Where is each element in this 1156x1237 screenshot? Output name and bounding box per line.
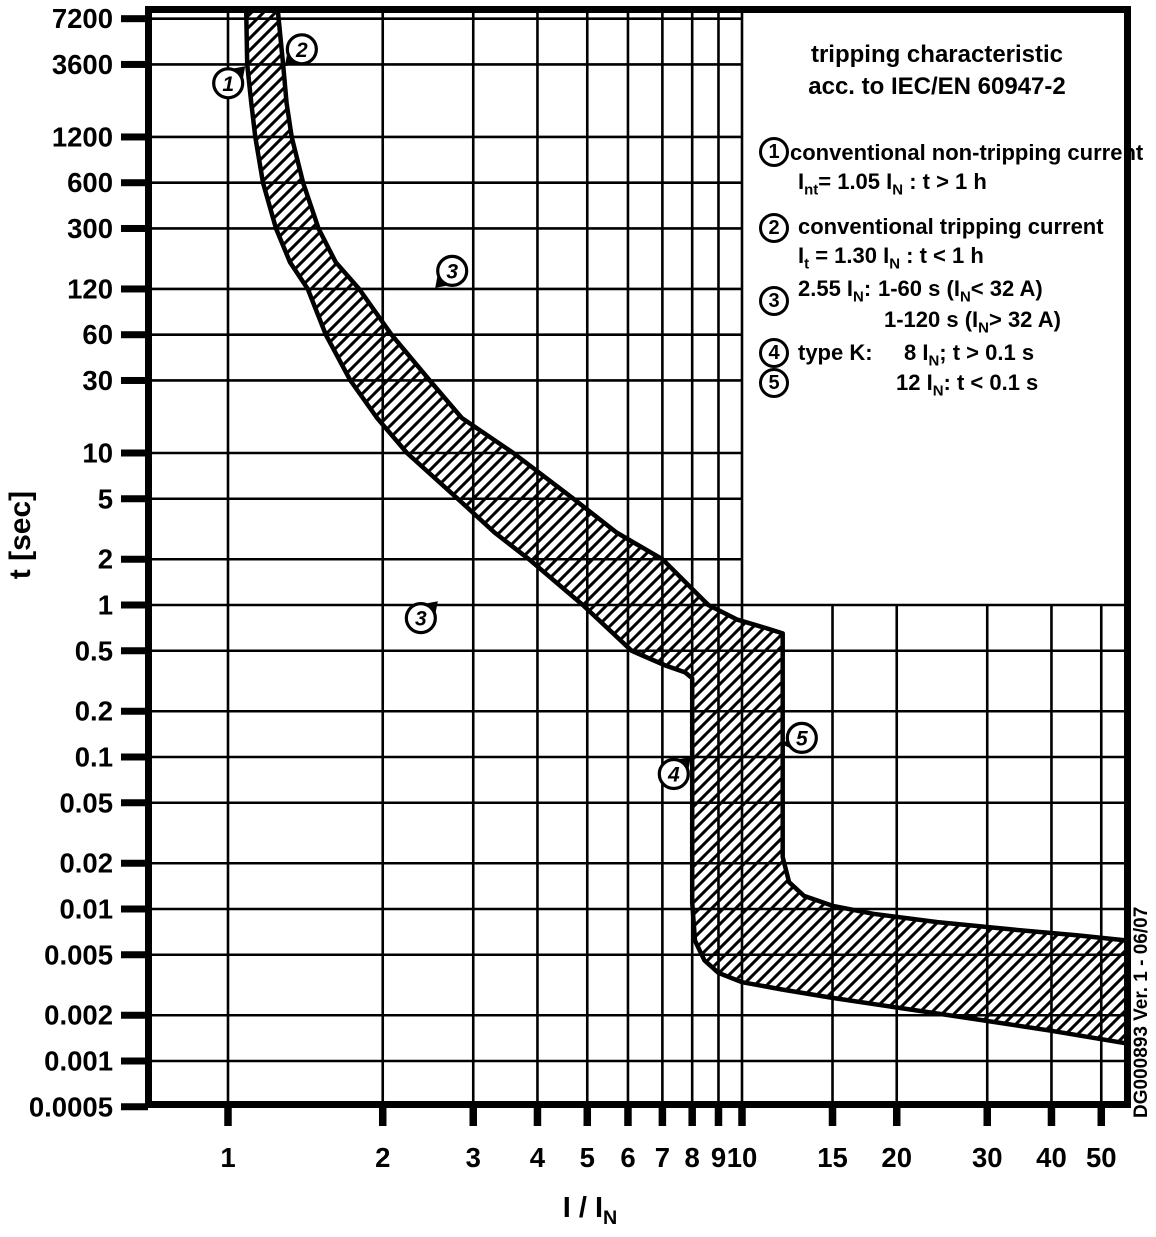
- x-tick-label: 20: [881, 1142, 913, 1173]
- legend-item3-value2: 1-120 s ($I_N> 32$ A): [884, 307, 1061, 337]
- x-tick-label: 1: [220, 1142, 236, 1173]
- marker-2: [285, 35, 317, 66]
- marker-3: [435, 256, 467, 288]
- legend-item1-text: conventional non-tripping current: [790, 140, 1144, 165]
- y-tick-label: 0.002: [44, 999, 113, 1031]
- legend-item3-label: 2.55 $I_N$:: [798, 276, 872, 306]
- legend-panel: [746, 10, 1144, 603]
- legend-item2-formula: $I_t = 1.30$ $I_N$ : t < 1 h: [798, 243, 984, 273]
- legend-circle-2: 2: [759, 213, 789, 243]
- y-tick-label: 1: [97, 589, 113, 621]
- legend-item1-formula: $I_{nt}= 1.05$ $I_N$ : t > 1 h: [798, 169, 987, 199]
- y-tick: [121, 647, 148, 654]
- y-tick-label: 1200: [51, 121, 113, 153]
- y-tick-label: 60: [82, 319, 113, 351]
- y-tick: [121, 331, 148, 338]
- y-tick: [121, 754, 148, 761]
- marker-4: [659, 757, 691, 789]
- y-axis-title: t [sec]: [4, 490, 37, 580]
- y-tick: [121, 556, 148, 563]
- y-tick-label: 0.0005: [28, 1091, 113, 1123]
- x-tick-label: 7: [654, 1142, 671, 1173]
- y-tick: [121, 15, 148, 22]
- y-tick-label: 5: [97, 483, 113, 515]
- x-tick-label: 4: [529, 1142, 546, 1173]
- marker-1: [214, 66, 246, 98]
- y-tick-label: 30: [82, 364, 113, 396]
- y-tick-label: 0.5: [74, 635, 113, 667]
- y-tick: [121, 377, 148, 384]
- y-tick: [121, 1012, 148, 1019]
- legend-circle-3: 3: [759, 286, 789, 316]
- document-number-watermark: DG000893 Ver. 1 - 06/07: [1131, 906, 1152, 1118]
- y-tick: [121, 285, 148, 292]
- y-tick: [121, 708, 148, 715]
- x-tick-label: 6: [620, 1142, 636, 1173]
- y-tick-label: 7200: [51, 3, 113, 35]
- y-tick-label: 0.2: [74, 695, 113, 727]
- x-tick-label: 3: [465, 1142, 481, 1173]
- y-tick-label: 10: [82, 437, 113, 469]
- marker-number: 3: [446, 260, 459, 284]
- y-tick: [121, 179, 148, 186]
- y-tick-label: 0.1: [74, 741, 113, 773]
- y-tick: [121, 450, 148, 457]
- legend-item4-value: 8 $I_N$; t > 0.1 s: [904, 340, 1035, 370]
- legend-item2-text: conventional tripping current: [798, 214, 1104, 239]
- y-tick-label: 0.02: [59, 847, 113, 879]
- marker-3: [406, 601, 437, 632]
- legend-circle-1: 1: [759, 137, 789, 167]
- x-tick-label: 50: [1085, 1142, 1117, 1173]
- y-tick: [121, 602, 148, 609]
- marker-number: 5: [795, 727, 808, 751]
- x-tick-label: 40: [1036, 1142, 1067, 1173]
- x-tick-label: 15: [817, 1142, 848, 1173]
- marker-number: 4: [667, 763, 680, 787]
- x-tick-label: 30: [971, 1142, 1003, 1173]
- y-tick: [121, 1058, 148, 1065]
- y-tick: [121, 1103, 148, 1110]
- legend-title-line2: acc. to IEC/EN 60947-2: [808, 73, 1066, 100]
- y-tick-label: 600: [67, 167, 113, 199]
- y-tick-label: 0.001: [44, 1045, 113, 1077]
- y-tick-label: 0.005: [44, 939, 113, 971]
- y-tick: [121, 495, 148, 502]
- y-tick: [121, 906, 148, 913]
- y-tick-label: 0.05: [59, 787, 113, 819]
- legend-item5-value: 12 $I_N$: t < 0.1 s: [896, 370, 1039, 400]
- legend-circle-5: 5: [759, 368, 789, 398]
- x-tick-label: 8: [684, 1142, 700, 1173]
- y-tick-label: 0.01: [59, 893, 113, 925]
- x-tick-label: 2: [375, 1142, 391, 1173]
- y-tick: [121, 860, 148, 867]
- y-tick: [121, 225, 148, 232]
- legend-item3-value1: 1-60 s ($I_N< 32$ A): [878, 276, 1043, 306]
- y-tick: [121, 133, 148, 140]
- x-tick-label: 9: [710, 1142, 727, 1173]
- x-axis-title: I / $I_N$: [562, 1192, 618, 1229]
- marker-number: 2: [295, 38, 308, 62]
- y-tick-label: 120: [67, 273, 113, 305]
- y-tick: [121, 61, 148, 68]
- legend-circle-4: 4: [759, 338, 789, 368]
- x-tick-label: 10: [726, 1142, 758, 1173]
- y-tick-label: 300: [67, 212, 113, 244]
- y-tick-label: 2: [97, 543, 113, 575]
- y-tick-label: 3600: [51, 48, 113, 80]
- y-tick: [121, 799, 148, 806]
- marker-5: [781, 723, 817, 752]
- marker-number: 1: [222, 72, 235, 96]
- y-tick: [121, 951, 148, 958]
- marker-number: 3: [414, 607, 427, 631]
- legend-item4-label: type K:: [798, 340, 873, 365]
- x-tick-label: 5: [579, 1142, 595, 1173]
- legend-title-line1: tripping characteristic: [810, 41, 1064, 68]
